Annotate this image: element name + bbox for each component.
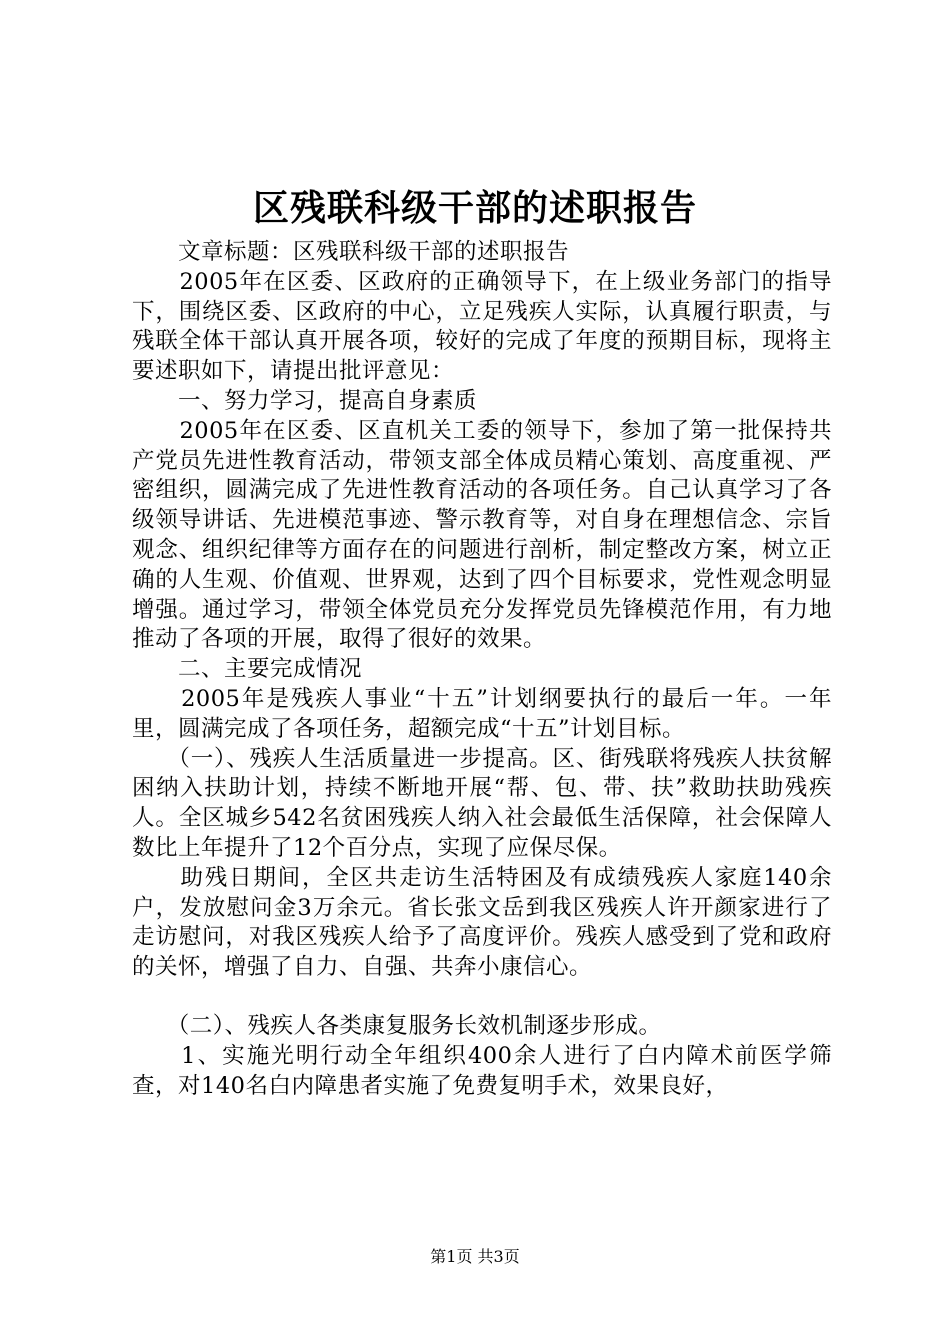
section-heading-study: 一、努力学习，提高自身素质 bbox=[132, 387, 478, 414]
paragraph-disability-day: 助残日期间，全区共走访生活特困及有成绩残疾人家庭140余户，发放慰问金3万余元。省长张文岳到我区残疾人许开颜家进行了走访慰问，对我区残疾人给予了高度评价。残疾人感受到了党和政府的关怀，增强了自力、自强、共奔小康信心。 bbox=[132, 864, 832, 981]
paragraph-intro: 2005年在区委、区政府的正确领导下，在上级业务部门的指导下，围绕区委、区政府的中心，立足残疾人实际，认真履行职责，与残联全体干部认真开展各项，较好的完成了年度的预期目标，现将主要述职如下，请提出批评意见： bbox=[132, 268, 832, 385]
page-footer: 第1页 共3页 bbox=[430, 1247, 520, 1266]
paragraph-gap bbox=[132, 983, 832, 1012]
paragraph-completion: 2005年是残疾人事业“十五”计划纲要执行的最后一年。一年里，圆满完成了各项任务，超额完成“十五”计划目标。 bbox=[132, 685, 832, 742]
paragraph-study: 2005年在区委、区直机关工委的领导下，参加了第一批保持共产党员先进性教育活动，带领支部全体成员精心策划、高度重视、严密组织，圆满完成了先进性教育活动的各项任务。自己认真学习了各级领导讲话、先进模范事迹、警示教育等，对自身在理想信念、宗旨观念、组织纪律等方面存在的问题进行剖析，制定整改方案，树立正确的人生观、价值观、世界观，达到了四个目标要求，党性观念明显增强。通过学习，带领全体党员充分发挥党员先锋模范作用，有力地推动了各项的开展，取得了很好的效果。 bbox=[132, 417, 832, 653]
section-heading-rehab: （二）、残疾人各类康复服务长效机制逐步形成。 bbox=[132, 1012, 662, 1039]
paragraph-bright-action: 1、实施光明行动全年组织400余人进行了白内障术前医学筛查，对140名白内障患者实施了免费复明手术，效果良好， bbox=[132, 1042, 832, 1099]
paragraph-article-title: 文章标题：区残联科级干部的述职报告 bbox=[132, 239, 570, 265]
section-heading-completion: 二、主要完成情况 bbox=[132, 656, 363, 683]
document-title: 区残联科级干部的述职报告 bbox=[252, 188, 697, 229]
document-body bbox=[132, 238, 832, 1101]
paragraph-living-quality: （一）、残疾人生活质量进一步提高。区、街残联将残疾人扶贫解困纳入扶助计划，持续不断地开展“帮、包、带、扶”救助扶助残疾人。全区城乡542名贫困残疾人纳入社会最低生活保障，社会保障人数比上年提升了12个百分点，实现了应保尽保。 bbox=[132, 745, 832, 861]
